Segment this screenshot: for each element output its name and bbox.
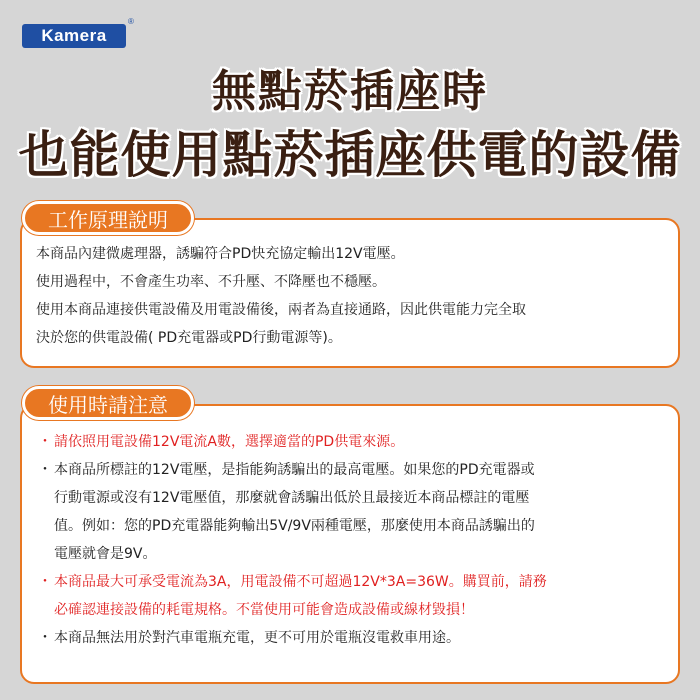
note-item [36,428,678,456]
bullet-dot: ・ [38,434,52,450]
note-item [36,568,678,596]
note-item [36,624,678,652]
bullet-dot: ・ [38,462,52,478]
note-line: 必確認連接設備的耗電規格。不當使用可能會造成設備或線材毀損！ [54,602,474,618]
brand-logo-text: Kamera [41,26,107,45]
note-line: 值。例如：您的PD充電器能夠輸出5V/9V兩種電壓，那麼使用本商品誘騙出的 [54,518,535,534]
usage-notes-heading: 使用時請注意 [22,386,194,420]
note-line: 本商品最大可承受電流為3A，用電設備不可超過12V*3A=36W。購買前，請務 [54,574,547,590]
brand-logo [22,24,126,48]
bullet-dot: ・ [38,574,52,590]
usage-notes-panel [20,404,680,684]
note-line: 請依照用電設備12V電流A數，選擇適當的PD供電來源。 [54,434,405,450]
page-title-line1: 無點菸插座時 [212,66,488,117]
note-line: 本商品無法用於對汽車電瓶充電，更不可用於電瓶沒電救車用途。 [54,630,460,646]
bullet-dot: ・ [38,630,52,646]
note-line: 行動電源或沒有12V電壓值，那麼就會誘騙出低於且最接近本商品標註的電壓 [54,490,530,506]
working-principle-heading: 工作原理說明 [22,201,194,235]
working-principle-panel [20,218,680,368]
note-item [36,456,678,484]
principle-line: 使用過程中，不會產生功率、不升壓、不降壓也不穩壓。 [36,274,386,290]
principle-line: 本商品內建微處理器，誘騙符合PD快充協定輸出12V電壓。 [36,246,405,262]
principle-line: 使用本商品連接供電設備及用電設備後，兩者為直接通路，因此供電能力完全取 [36,302,526,318]
registered-mark: ® [128,17,134,26]
note-line: 本商品所標註的12V電壓，是指能夠誘騙出的最高電壓。如果您的PD充電器或 [54,462,535,478]
principle-line: 決於您的供電設備( PD充電器或PD行動電源等)。 [36,330,342,346]
note-line: 電壓就會是9V。 [54,546,157,562]
page-title-line2: 也能使用點菸插座供電的設備 [18,126,682,184]
